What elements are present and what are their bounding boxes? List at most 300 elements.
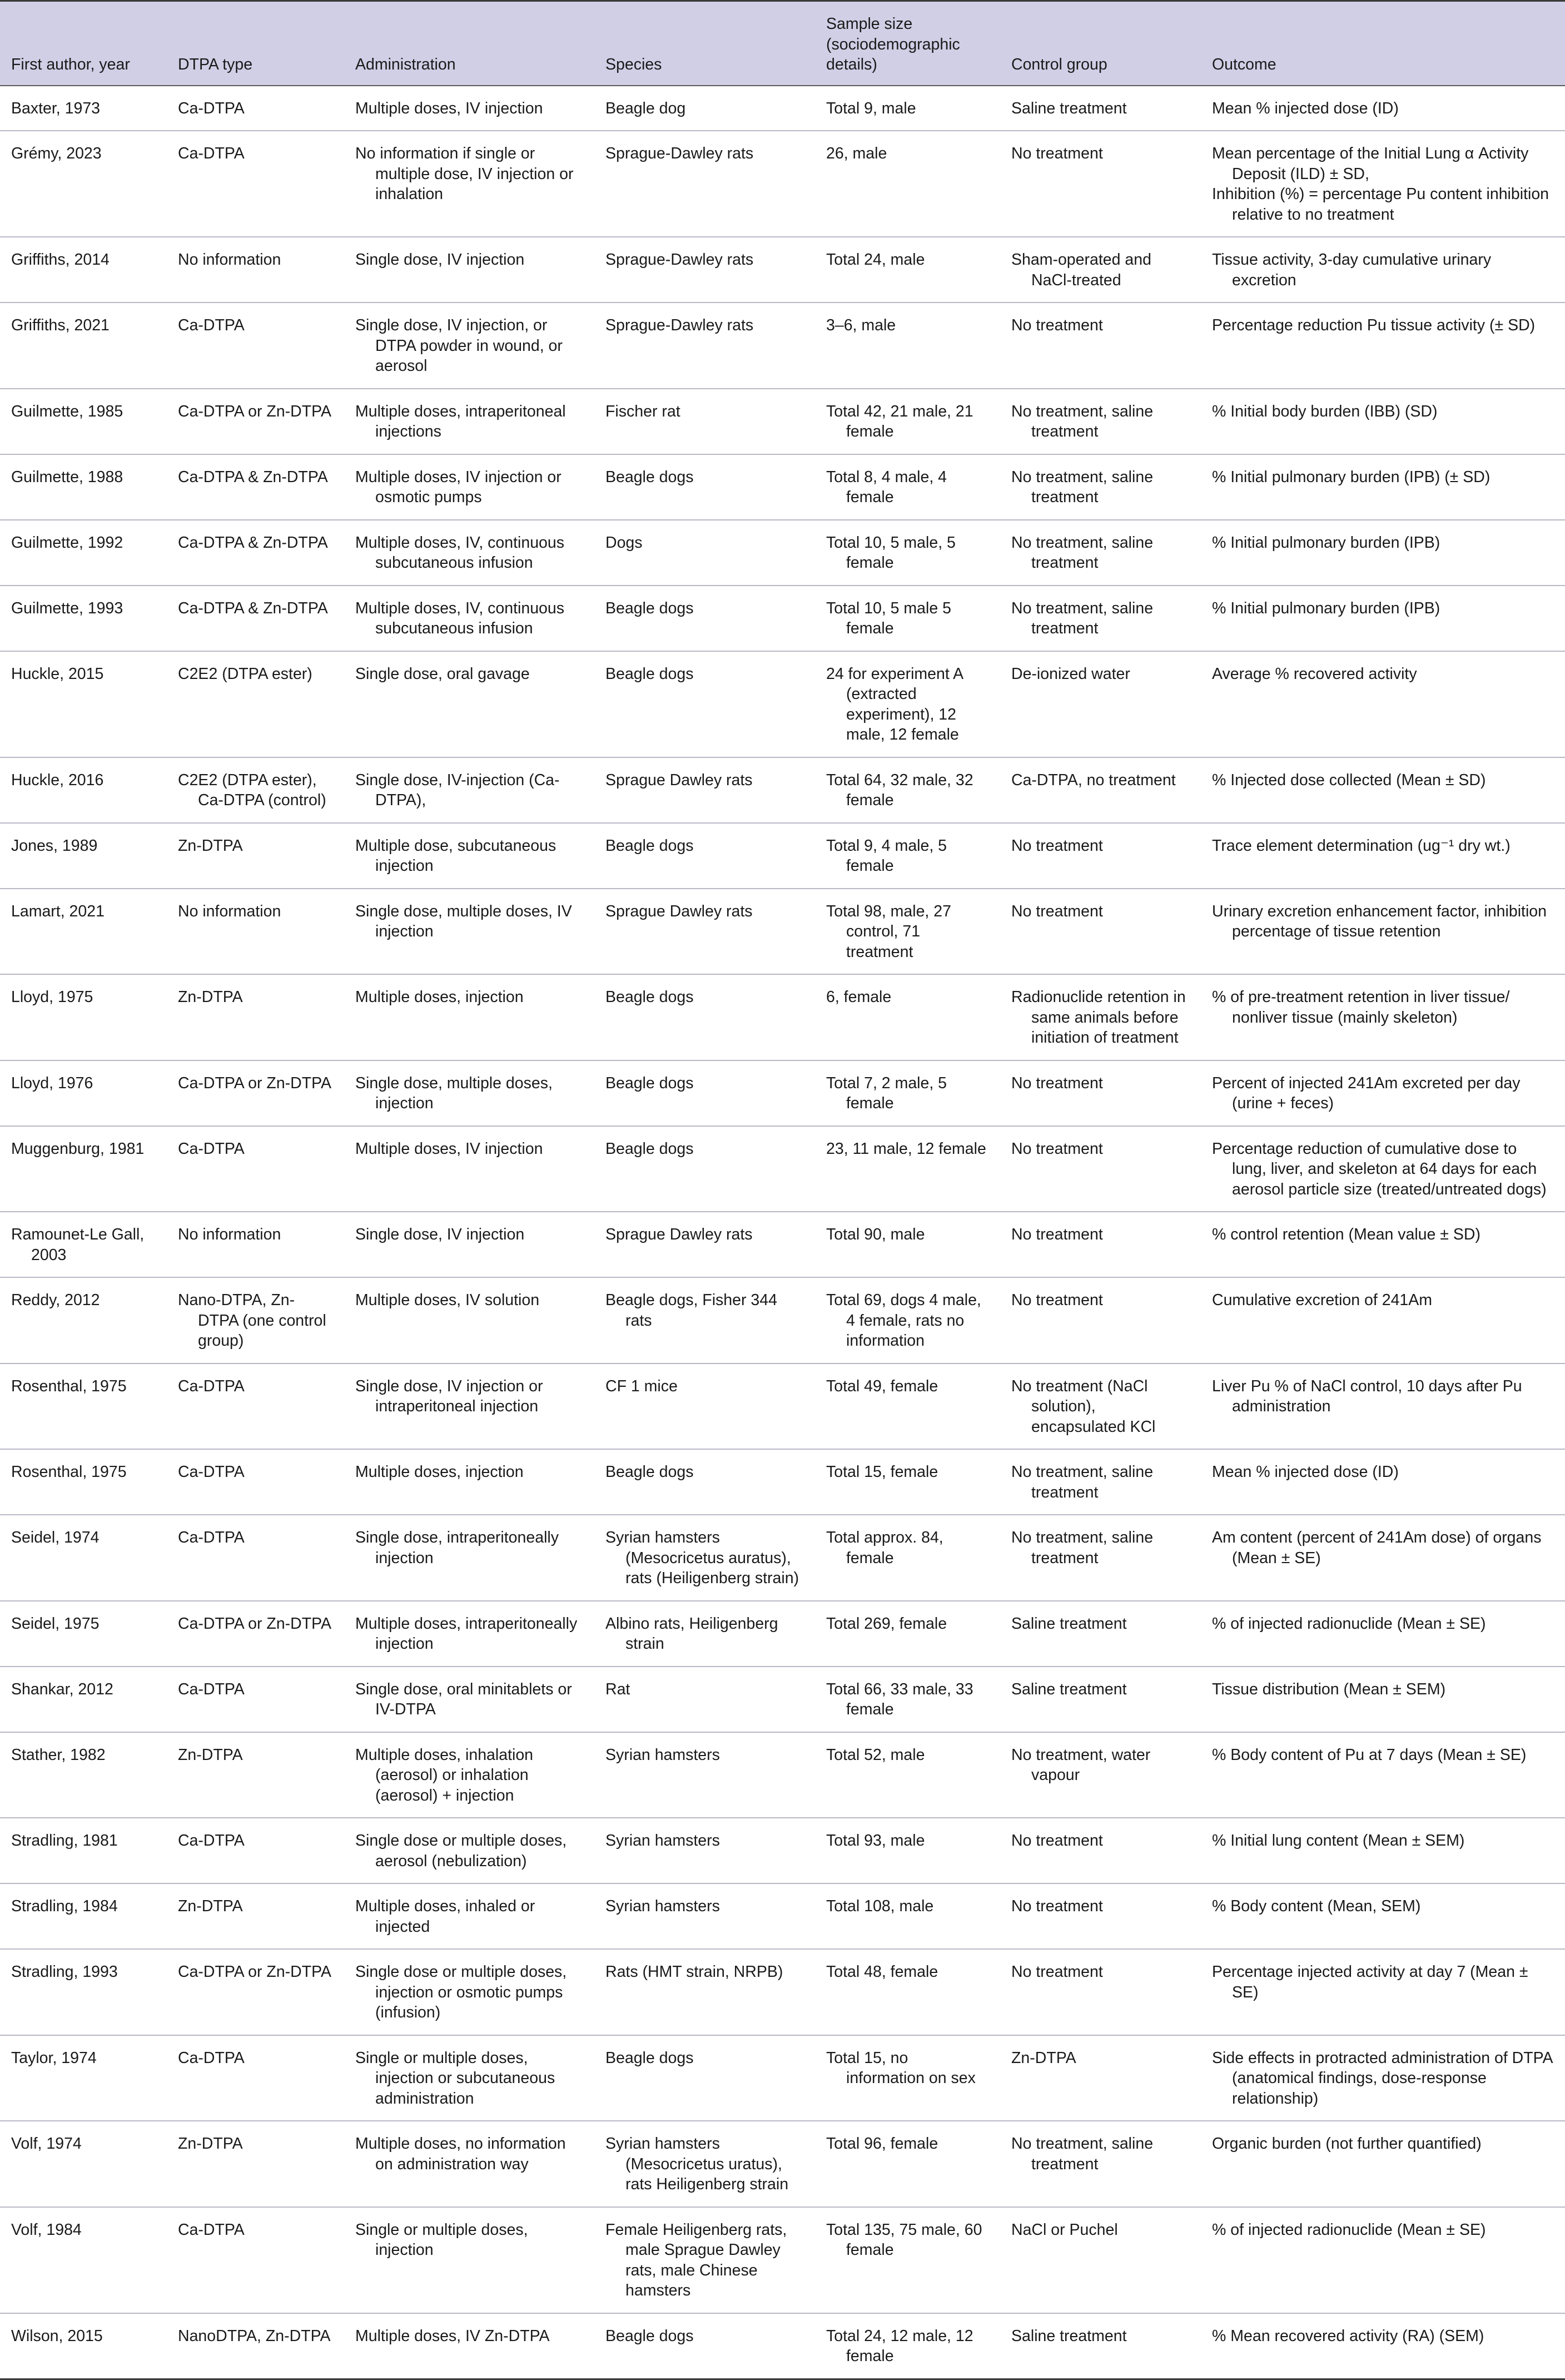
cell-text: Ca-DTPA	[178, 2049, 245, 2067]
cell-text: Sprague Dawley rats	[605, 771, 753, 789]
cell-species	[594, 1601, 815, 1667]
cell-administration	[344, 586, 594, 651]
cell-administration	[344, 889, 594, 975]
cell-sample-size	[815, 1601, 1000, 1667]
cell-control-group	[1000, 1818, 1201, 1883]
cell-text: Tissue distribution (Mean ± SEM)	[1212, 1680, 1446, 1698]
cell-text: Single or multiple doses, injection or subcutaneous administration	[355, 2049, 555, 2108]
cell-author	[0, 1732, 167, 1818]
cell-text: % Initial pulmonary burden (IPB)	[1212, 533, 1440, 552]
cell-text: Sprague-Dawley rats	[605, 145, 754, 162]
cell-text: Beagle dogs	[605, 836, 694, 855]
cell-author	[0, 1667, 167, 1732]
table-row	[0, 1126, 1565, 1212]
cell-text: Mean % injected dose (ID)	[1212, 99, 1399, 117]
cell-text: Multiple doses, IV, continuous subcutaneous infusion	[355, 599, 565, 637]
cell-text: Inhibition (%) = percentage Pu content inhibition relative to no treatment	[1212, 185, 1549, 224]
cell-text: Beagle dogs	[605, 1139, 694, 1158]
cell-text: NanoDTPA, Zn-DTPA	[178, 2327, 331, 2345]
cell-outcome	[1201, 974, 1565, 1060]
cell-author	[0, 1515, 167, 1601]
cell-text: Total 98, male, 27 control, 71 treatment	[826, 902, 951, 961]
cell-text: Total 64, 32 male, 32 female	[826, 771, 973, 809]
cell-control-group	[1000, 86, 1201, 131]
cell-text: Urinary excretion enhancement factor, inhibition percentage of tissue retention	[1212, 902, 1547, 940]
cell-outcome	[1201, 389, 1565, 454]
cell-species	[594, 303, 815, 389]
cell-sample-size	[815, 889, 1000, 975]
cell-author	[0, 2035, 167, 2121]
cell-dtpa-type	[167, 303, 344, 389]
table-row	[0, 2121, 1565, 2207]
cell-text: No treatment, saline treatment	[1011, 402, 1154, 440]
cell-text: No information	[178, 251, 281, 269]
cell-administration	[344, 520, 594, 586]
table-row	[0, 1363, 1565, 1450]
cell-sample-size	[815, 1667, 1000, 1732]
cell-text: No treatment, saline treatment	[1011, 1529, 1154, 1567]
cell-sample-size	[815, 237, 1000, 303]
cell-sample-size	[815, 1449, 1000, 1515]
cell-text: 23, 11 male, 12 female	[826, 1139, 986, 1158]
cell-author	[0, 1277, 167, 1363]
cell-dtpa-type	[167, 1601, 344, 1667]
cell-text: Total 135, 75 male, 60 female	[826, 2220, 982, 2259]
table-row	[0, 1818, 1565, 1883]
cell-sample-size	[815, 1883, 1000, 1949]
cell-text: Total 7, 2 male, 5 female	[826, 1074, 947, 1112]
cell-sample-size	[815, 1949, 1000, 2035]
cell-text: Total 24, male	[826, 251, 925, 269]
cell-text: % of pre-treatment retention in liver tissue/ nonliver tissue (mainly skeleton)	[1212, 988, 1510, 1027]
cell-dtpa-type	[167, 1515, 344, 1601]
cell-text: Saline treatment	[1011, 1680, 1127, 1698]
cell-control-group	[1000, 823, 1201, 889]
cell-outcome	[1201, 1949, 1565, 2035]
cell-administration	[344, 757, 594, 823]
column-header-sample-size	[815, 1, 1000, 86]
cell-text: Total 9, male	[826, 99, 916, 117]
cell-text: Dogs	[605, 533, 643, 552]
cell-control-group	[1000, 1883, 1201, 1949]
cell-text: 6, female	[826, 988, 892, 1006]
cell-text: % control retention (Mean value ± SD)	[1212, 1226, 1480, 1243]
cell-control-group	[1000, 1667, 1201, 1732]
cell-text: Beagle dogs	[605, 2327, 694, 2345]
cell-text: Multiple doses, inhalation (aerosol) or inhalation (aerosol) + injection	[355, 1746, 534, 1804]
cell-sample-size	[815, 2207, 1000, 2313]
cell-text: Rat	[605, 1680, 630, 1698]
cell-text: Baxter, 1973	[11, 99, 101, 117]
cell-text: No treatment (NaCl solution), encapsulated KCl	[1011, 1377, 1156, 1436]
cell-text: Tissue activity, 3-day cumulative urinary excretion	[1212, 251, 1492, 289]
cell-text: Seidel, 1974	[11, 1529, 100, 1546]
cell-text: NaCl or Puchel	[1011, 2220, 1118, 2239]
cell-text: Zn-DTPA	[178, 1746, 243, 1764]
cell-text: C2E2 (DTPA ester)	[178, 665, 312, 683]
cell-text: Saline treatment	[1011, 99, 1127, 117]
cell-sample-size	[815, 1277, 1000, 1363]
cell-control-group	[1000, 1060, 1201, 1126]
column-header-outcome	[1201, 1, 1565, 86]
cell-outcome	[1201, 2207, 1565, 2313]
cell-text: Ca-DTPA	[178, 1139, 245, 1158]
cell-sample-size	[815, 1515, 1000, 1601]
cell-text: No treatment, saline treatment	[1011, 533, 1154, 572]
cell-text: 26, male	[826, 145, 887, 162]
cell-sample-size	[815, 823, 1000, 889]
cell-text: Stradling, 1993	[11, 1963, 118, 1981]
cell-text: Single dose, oral minitablets or IV-DTPA	[355, 1680, 572, 1718]
header-label: Control group	[1011, 56, 1107, 73]
cell-text: Zn-DTPA	[178, 2135, 243, 2153]
cell-sample-size	[815, 1060, 1000, 1126]
cell-text: No treatment	[1011, 902, 1103, 920]
cell-text: Fischer rat	[605, 402, 680, 420]
cell-text: Mean % injected dose (ID)	[1212, 1463, 1399, 1481]
cell-author	[0, 520, 167, 586]
cell-text: Guilmette, 1993	[11, 599, 123, 617]
cell-species	[594, 2207, 815, 2313]
cell-outcome	[1201, 1060, 1565, 1126]
cell-sample-size	[815, 303, 1000, 389]
cell-dtpa-type	[167, 757, 344, 823]
cell-outcome	[1201, 757, 1565, 823]
cell-species	[594, 2121, 815, 2207]
cell-dtpa-type	[167, 131, 344, 237]
cell-species	[594, 1949, 815, 2035]
cell-dtpa-type	[167, 1883, 344, 1949]
cell-text: Guilmette, 1985	[11, 402, 123, 420]
cell-text: Multiple dose, subcutaneous injection	[355, 836, 557, 875]
cell-text: Beagle dogs	[605, 1074, 694, 1092]
cell-text: 24 for experiment A (extracted experiment), 12 male, 12 female	[826, 665, 963, 743]
cell-text: Ca-DTPA or Zn-DTPA	[178, 402, 332, 420]
cell-text: Beagle dogs, Fisher 344 rats	[605, 1291, 777, 1330]
cell-species	[594, 823, 815, 889]
cell-text: Single dose, oral gavage	[355, 665, 530, 683]
cell-control-group	[1000, 974, 1201, 1060]
cell-author	[0, 1060, 167, 1126]
table-row	[0, 131, 1565, 237]
cell-text: Single dose, IV-injection (Ca-DTPA),	[355, 771, 560, 809]
cell-text: Ca-DTPA	[178, 1377, 245, 1395]
cell-author	[0, 1883, 167, 1949]
cell-control-group	[1000, 1212, 1201, 1277]
cell-control-group	[1000, 889, 1201, 975]
cell-text: Total 49, female	[826, 1377, 938, 1395]
table-row	[0, 757, 1565, 823]
cell-administration	[344, 303, 594, 389]
cell-species	[594, 1818, 815, 1883]
table-row	[0, 1732, 1565, 1818]
cell-administration	[344, 1732, 594, 1818]
cell-dtpa-type	[167, 1363, 344, 1450]
cell-sample-size	[815, 2121, 1000, 2207]
cell-text: No treatment, saline treatment	[1011, 599, 1154, 637]
cell-text: 3–6, male	[826, 316, 896, 334]
cell-text: Stradling, 1981	[11, 1832, 118, 1850]
cell-dtpa-type	[167, 237, 344, 303]
cell-control-group	[1000, 1515, 1201, 1601]
cell-text: Multiple doses, IV solution	[355, 1291, 540, 1309]
cell-author	[0, 651, 167, 757]
cell-author	[0, 454, 167, 520]
header-label: Sample size (sociodemographic details)	[826, 15, 960, 73]
cell-text: Percent of injected 241Am excreted per day (urine + feces)	[1212, 1074, 1521, 1112]
cell-text: Multiple doses, intraperitoneal injections	[355, 402, 566, 440]
cell-text: De-ionized water	[1011, 665, 1130, 683]
cell-author	[0, 2121, 167, 2207]
column-header-administration	[344, 1, 594, 86]
cell-species	[594, 131, 815, 237]
cell-text: Zn-DTPA	[178, 836, 243, 855]
cell-dtpa-type	[167, 2121, 344, 2207]
cell-text: Ca-DTPA	[178, 99, 245, 117]
cell-text: Total 90, male	[826, 1226, 925, 1243]
table-row	[0, 823, 1565, 889]
cell-species	[594, 237, 815, 303]
cell-text: Sprague-Dawley rats	[605, 316, 754, 334]
cell-species	[594, 2035, 815, 2121]
cell-sample-size	[815, 651, 1000, 757]
table-row	[0, 237, 1565, 303]
cell-text: Total 69, dogs 4 male, 4 female, rats no information	[826, 1291, 981, 1350]
table-row	[0, 1277, 1565, 1363]
cell-sample-size	[815, 757, 1000, 823]
cell-control-group	[1000, 2035, 1201, 2121]
cell-text: Single dose, IV injection	[355, 251, 525, 269]
cell-text: Reddy, 2012	[11, 1291, 100, 1309]
cell-species	[594, 1883, 815, 1949]
cell-administration	[344, 1126, 594, 1212]
cell-text: No information	[178, 1226, 281, 1243]
cell-text: C2E2 (DTPA ester), Ca-DTPA (control)	[178, 771, 326, 809]
cell-author	[0, 2207, 167, 2313]
cell-sample-size	[815, 2313, 1000, 2379]
column-header-author	[0, 1, 167, 86]
table-row	[0, 974, 1565, 1060]
table-header	[0, 1, 1565, 86]
cell-dtpa-type	[167, 389, 344, 454]
cell-text: No treatment, saline treatment	[1011, 1463, 1154, 1501]
cell-outcome	[1201, 1363, 1565, 1450]
cell-text: Ca-DTPA	[178, 316, 245, 334]
cell-administration	[344, 1949, 594, 2035]
cell-administration	[344, 2121, 594, 2207]
cell-author	[0, 823, 167, 889]
cell-outcome	[1201, 2035, 1565, 2121]
cell-text: Syrian hamsters	[605, 1746, 720, 1764]
cell-control-group	[1000, 1277, 1201, 1363]
cell-dtpa-type	[167, 823, 344, 889]
cell-text: Saline treatment	[1011, 2327, 1127, 2345]
table-row	[0, 389, 1565, 454]
cell-text: No treatment	[1011, 836, 1103, 855]
cell-text: Percentage injected activity at day 7 (Mean ± SE)	[1212, 1963, 1528, 2001]
cell-control-group	[1000, 1126, 1201, 1212]
cell-text: Huckle, 2015	[11, 665, 104, 683]
cell-outcome	[1201, 454, 1565, 520]
cell-text: Zn-DTPA	[178, 1897, 243, 1915]
cell-text: No information	[178, 902, 281, 920]
cell-text: Jones, 1989	[11, 836, 98, 855]
cell-dtpa-type	[167, 2207, 344, 2313]
cell-text: Total 9, 4 male, 5 female	[826, 836, 947, 875]
cell-administration	[344, 1667, 594, 1732]
header-label: Species	[605, 56, 662, 73]
cell-author	[0, 1126, 167, 1212]
cell-outcome	[1201, 1732, 1565, 1818]
cell-sample-size	[815, 586, 1000, 651]
cell-administration	[344, 974, 594, 1060]
cell-text: Ca-DTPA or Zn-DTPA	[178, 1614, 332, 1633]
header-label: Outcome	[1212, 56, 1276, 73]
cell-text: Cumulative excretion of 241Am	[1212, 1291, 1433, 1309]
cell-text: Sham-operated and NaCl-treated	[1011, 251, 1151, 289]
cell-text: Volf, 1984	[11, 2220, 82, 2239]
column-header-dtpa-type	[167, 1, 344, 86]
cell-text: Total 52, male	[826, 1746, 925, 1764]
cell-text: % Mean recovered activity (RA) (SEM)	[1212, 2327, 1484, 2345]
cell-text: Total 24, 12 male, 12 female	[826, 2327, 973, 2365]
cell-text: Saline treatment	[1011, 1614, 1127, 1633]
cell-text: Shankar, 2012	[11, 1680, 113, 1698]
cell-outcome	[1201, 1601, 1565, 1667]
cell-sample-size	[815, 1818, 1000, 1883]
cell-sample-size	[815, 1732, 1000, 1818]
cell-administration	[344, 1449, 594, 1515]
cell-text: Syrian hamsters	[605, 1832, 720, 1850]
cell-control-group	[1000, 389, 1201, 454]
cell-text: Syrian hamsters (Mesocricetus auratus), rats (Heiligenberg strain)	[605, 1529, 799, 1587]
cell-species	[594, 389, 815, 454]
cell-text: CF 1 mice	[605, 1377, 678, 1395]
cell-sample-size	[815, 1126, 1000, 1212]
cell-administration	[344, 1601, 594, 1667]
cell-text: Grémy, 2023	[11, 145, 102, 162]
cell-dtpa-type	[167, 889, 344, 975]
cell-dtpa-type	[167, 1277, 344, 1363]
cell-text: Total 93, male	[826, 1832, 925, 1850]
cell-text: Rats (HMT strain, NRPB)	[605, 1963, 783, 1981]
cell-text: Total 15, female	[826, 1463, 938, 1481]
cell-dtpa-type	[167, 1126, 344, 1212]
cell-text: No treatment	[1011, 1226, 1103, 1243]
cell-outcome	[1201, 2313, 1565, 2379]
cell-text: % Initial pulmonary burden (IPB)	[1212, 599, 1440, 617]
cell-text: No treatment	[1011, 316, 1103, 334]
cell-dtpa-type	[167, 520, 344, 586]
cell-control-group	[1000, 586, 1201, 651]
cell-text: No treatment, saline treatment	[1011, 2135, 1154, 2173]
cell-text: Total 10, 5 male 5 female	[826, 599, 951, 637]
cell-text: Single dose or multiple doses, aerosol (nebulization)	[355, 1832, 567, 1870]
table-body	[0, 86, 1565, 2379]
cell-control-group	[1000, 2313, 1201, 2379]
cell-text: % of injected radionuclide (Mean ± SE)	[1212, 1614, 1486, 1633]
cell-text: % Initial body burden (IBB) (SD)	[1212, 402, 1438, 420]
cell-administration	[344, 1363, 594, 1450]
cell-text: Zn-DTPA	[1011, 2049, 1076, 2067]
cell-text: Total approx. 84, female	[826, 1529, 943, 1567]
cell-author	[0, 86, 167, 131]
table-row	[0, 889, 1565, 975]
table-row	[0, 520, 1565, 586]
cell-text: Guilmette, 1988	[11, 468, 123, 486]
cell-species	[594, 1667, 815, 1732]
cell-control-group	[1000, 520, 1201, 586]
cell-control-group	[1000, 2207, 1201, 2313]
cell-sample-size	[815, 86, 1000, 131]
cell-control-group	[1000, 1449, 1201, 1515]
cell-species	[594, 1449, 815, 1515]
cell-text: Single or multiple doses, injection	[355, 2220, 528, 2259]
cell-text: Griffiths, 2021	[11, 316, 110, 334]
cell-administration	[344, 1883, 594, 1949]
cell-outcome	[1201, 823, 1565, 889]
cell-text: Beagle dogs	[605, 665, 694, 683]
cell-administration	[344, 1818, 594, 1883]
table-row	[0, 1449, 1565, 1515]
cell-species	[594, 86, 815, 131]
cell-text: Sprague Dawley rats	[605, 902, 753, 920]
cell-species	[594, 757, 815, 823]
cell-text: Total 15, no information on sex	[826, 2049, 976, 2087]
cell-control-group	[1000, 1732, 1201, 1818]
cell-text: Am content (percent of 241Am dose) of organs (Mean ± SE)	[1212, 1529, 1542, 1567]
cell-author	[0, 303, 167, 389]
cell-dtpa-type	[167, 1818, 344, 1883]
cell-text: No treatment	[1011, 1897, 1103, 1915]
cell-outcome	[1201, 303, 1565, 389]
cell-administration	[344, 1212, 594, 1277]
cell-outcome	[1201, 131, 1565, 237]
table-row	[0, 86, 1565, 131]
cell-text: Total 10, 5 male, 5 female	[826, 533, 956, 572]
table-row	[0, 651, 1565, 757]
cell-author	[0, 237, 167, 303]
cell-species	[594, 1732, 815, 1818]
cell-dtpa-type	[167, 974, 344, 1060]
cell-text: Sprague-Dawley rats	[605, 251, 754, 269]
cell-outcome	[1201, 889, 1565, 975]
cell-text: % Initial pulmonary burden (IPB) (± SD)	[1212, 468, 1491, 486]
column-header-control-group	[1000, 1, 1201, 86]
cell-outcome	[1201, 1277, 1565, 1363]
cell-control-group	[1000, 303, 1201, 389]
cell-author	[0, 1949, 167, 2035]
cell-text: Muggenburg, 1981	[11, 1139, 145, 1158]
cell-species	[594, 889, 815, 975]
cell-dtpa-type	[167, 1667, 344, 1732]
cell-text: Multiple doses, IV injection	[355, 1139, 543, 1158]
cell-text: Zn-DTPA	[178, 988, 243, 1006]
cell-species	[594, 1212, 815, 1277]
cell-administration	[344, 454, 594, 520]
cell-administration	[344, 651, 594, 757]
cell-species	[594, 1060, 815, 1126]
cell-text: Average % recovered activity	[1212, 665, 1417, 683]
cell-text: Stradling, 1984	[11, 1897, 118, 1915]
cell-text: No treatment	[1011, 1832, 1103, 1850]
cell-dtpa-type	[167, 1212, 344, 1277]
cell-text: Multiple doses, intraperitoneally injection	[355, 1614, 578, 1653]
cell-text: Single dose, IV injection or intraperitoneal injection	[355, 1377, 543, 1415]
cell-text: Ca-DTPA, no treatment	[1011, 771, 1176, 789]
cell-species	[594, 454, 815, 520]
cell-text: Multiple doses, inhaled or injected	[355, 1897, 535, 1936]
